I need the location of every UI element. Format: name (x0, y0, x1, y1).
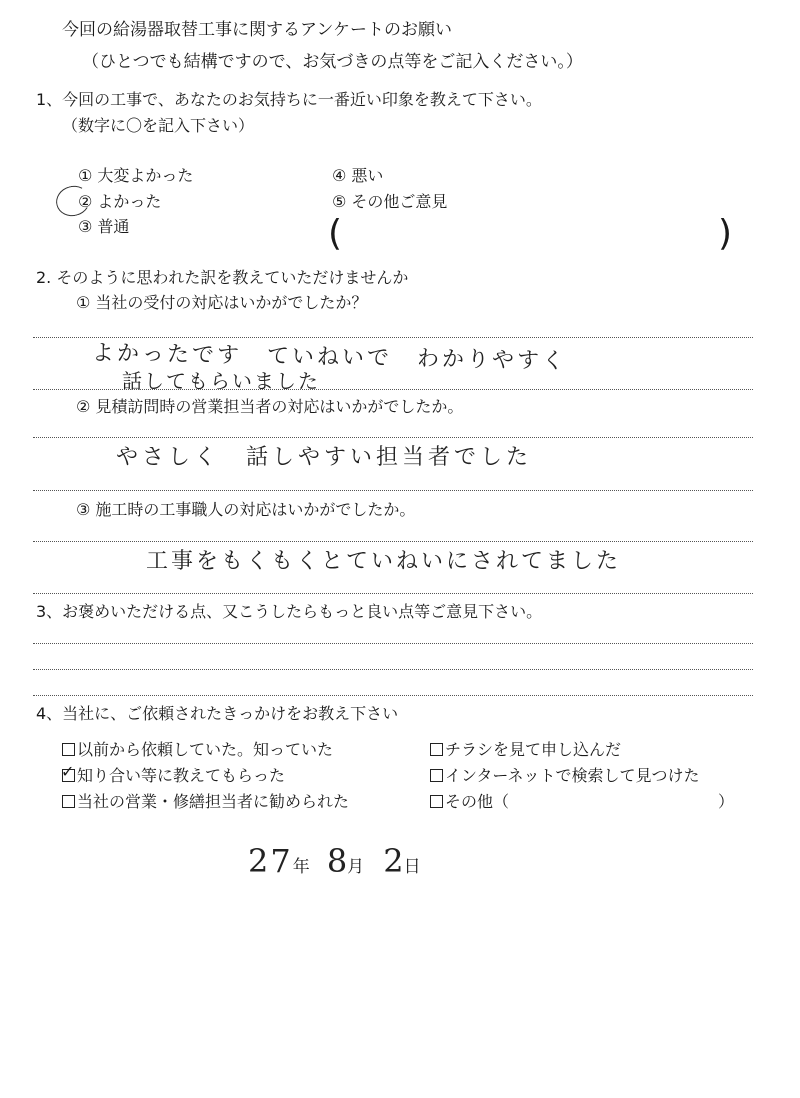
q2-construction-label: ③ 施工時の工事職人の対応はいかがでしたか。 (76, 500, 416, 519)
answer-line (33, 643, 753, 644)
answer-line (33, 389, 753, 390)
checkbox[interactable] (62, 743, 75, 756)
q4-option-label: 以前から依頼していた。知っていた (77, 740, 334, 759)
q4-option-sales-rep[interactable] (62, 792, 349, 812)
answer-line (33, 541, 753, 542)
date-year-unit: 年 (292, 857, 310, 877)
checkbox[interactable] (430, 769, 443, 782)
q4-option-flyer[interactable] (430, 740, 621, 760)
question-1-instruction: （数字に〇を記入下さい） (62, 116, 255, 135)
q2-construction-answer: 工事をもくもくとていねいにされてました (146, 549, 622, 574)
answer-line (33, 695, 753, 696)
q4-option-label: 当社の営業・修繕担当者に勧められた (77, 792, 350, 811)
answer-line (33, 437, 753, 438)
question-4: 4、当社に、ご依頼されたきっかけをお教え下さい (36, 704, 399, 723)
q4-other-close-paren: ） (718, 792, 735, 811)
question-3: 3、お褒めいただける点、又こうしたらもっと良い点等ご意見下さい。 (36, 602, 543, 621)
q2-estimate-label: ② 見積訪問時の営業担当者の対応はいかがでしたか。 (76, 397, 464, 416)
date-year: 27 (248, 842, 293, 880)
date-day-unit: 日 (403, 857, 421, 877)
option-average[interactable]: ③ 普通 (78, 217, 130, 236)
q4-option-internet[interactable] (430, 766, 700, 786)
q4-option-label: その他（ (445, 792, 510, 811)
answer-line (33, 490, 753, 491)
checkbox[interactable] (430, 743, 443, 756)
q4-option-label: チラシを見て申し込んだ (445, 740, 622, 759)
date-month: 8 (326, 842, 348, 880)
date-month-unit: 月 (347, 857, 365, 877)
checkbox-checked[interactable] (61, 762, 75, 782)
selected-circle-mark (53, 182, 94, 220)
checkbox[interactable] (430, 795, 443, 808)
q4-option-label: インターネットで検索して見つけた (445, 766, 700, 785)
option-very-good[interactable]: ① 大変よかった (78, 166, 194, 185)
q4-option-acquaintance[interactable] (61, 762, 286, 786)
q2-estimate-answer: やさしく 話しやすい担当者でした (116, 445, 533, 470)
other-close-paren: ) (718, 213, 733, 254)
question-1: 1、今回の工事で、あなたのお気持ちに一番近い印象を教えて下さい。 (36, 90, 542, 109)
other-open-paren: ( (328, 213, 343, 254)
answer-line (33, 593, 753, 594)
survey-title: 今回の給湯器取替工事に関するアンケートのお願い (62, 20, 452, 40)
question-2: 2. そのように思われた訳を教えていただけませんか (36, 268, 409, 287)
q2-reception-answer-2: 話してもらいました (122, 369, 320, 393)
option-good[interactable]: ② よかった (78, 192, 162, 211)
q2-reception-label: ① 当社の受付の対応はいかがでしたか？ (76, 293, 368, 312)
date-day: 2 (383, 842, 404, 880)
checkbox[interactable] (62, 795, 75, 808)
q4-option-other[interactable] (430, 792, 509, 812)
option-bad[interactable]: ④ 悪い (332, 166, 384, 185)
check-mark-icon: ✓ (61, 762, 75, 781)
q2-reception-answer-1: よかったです ていねいで わかりやすく (91, 340, 568, 375)
q4-option-label: 知り合い等に教えてもらった (77, 766, 286, 785)
q4-option-prior[interactable] (62, 740, 333, 760)
option-other-opinion[interactable]: ⑤ その他ご意見 (332, 192, 448, 211)
answer-line (33, 669, 753, 670)
survey-subtitle: （ひとつでも結構ですので、お気づきの点等をご記入ください。） (82, 52, 583, 72)
date (248, 842, 421, 880)
